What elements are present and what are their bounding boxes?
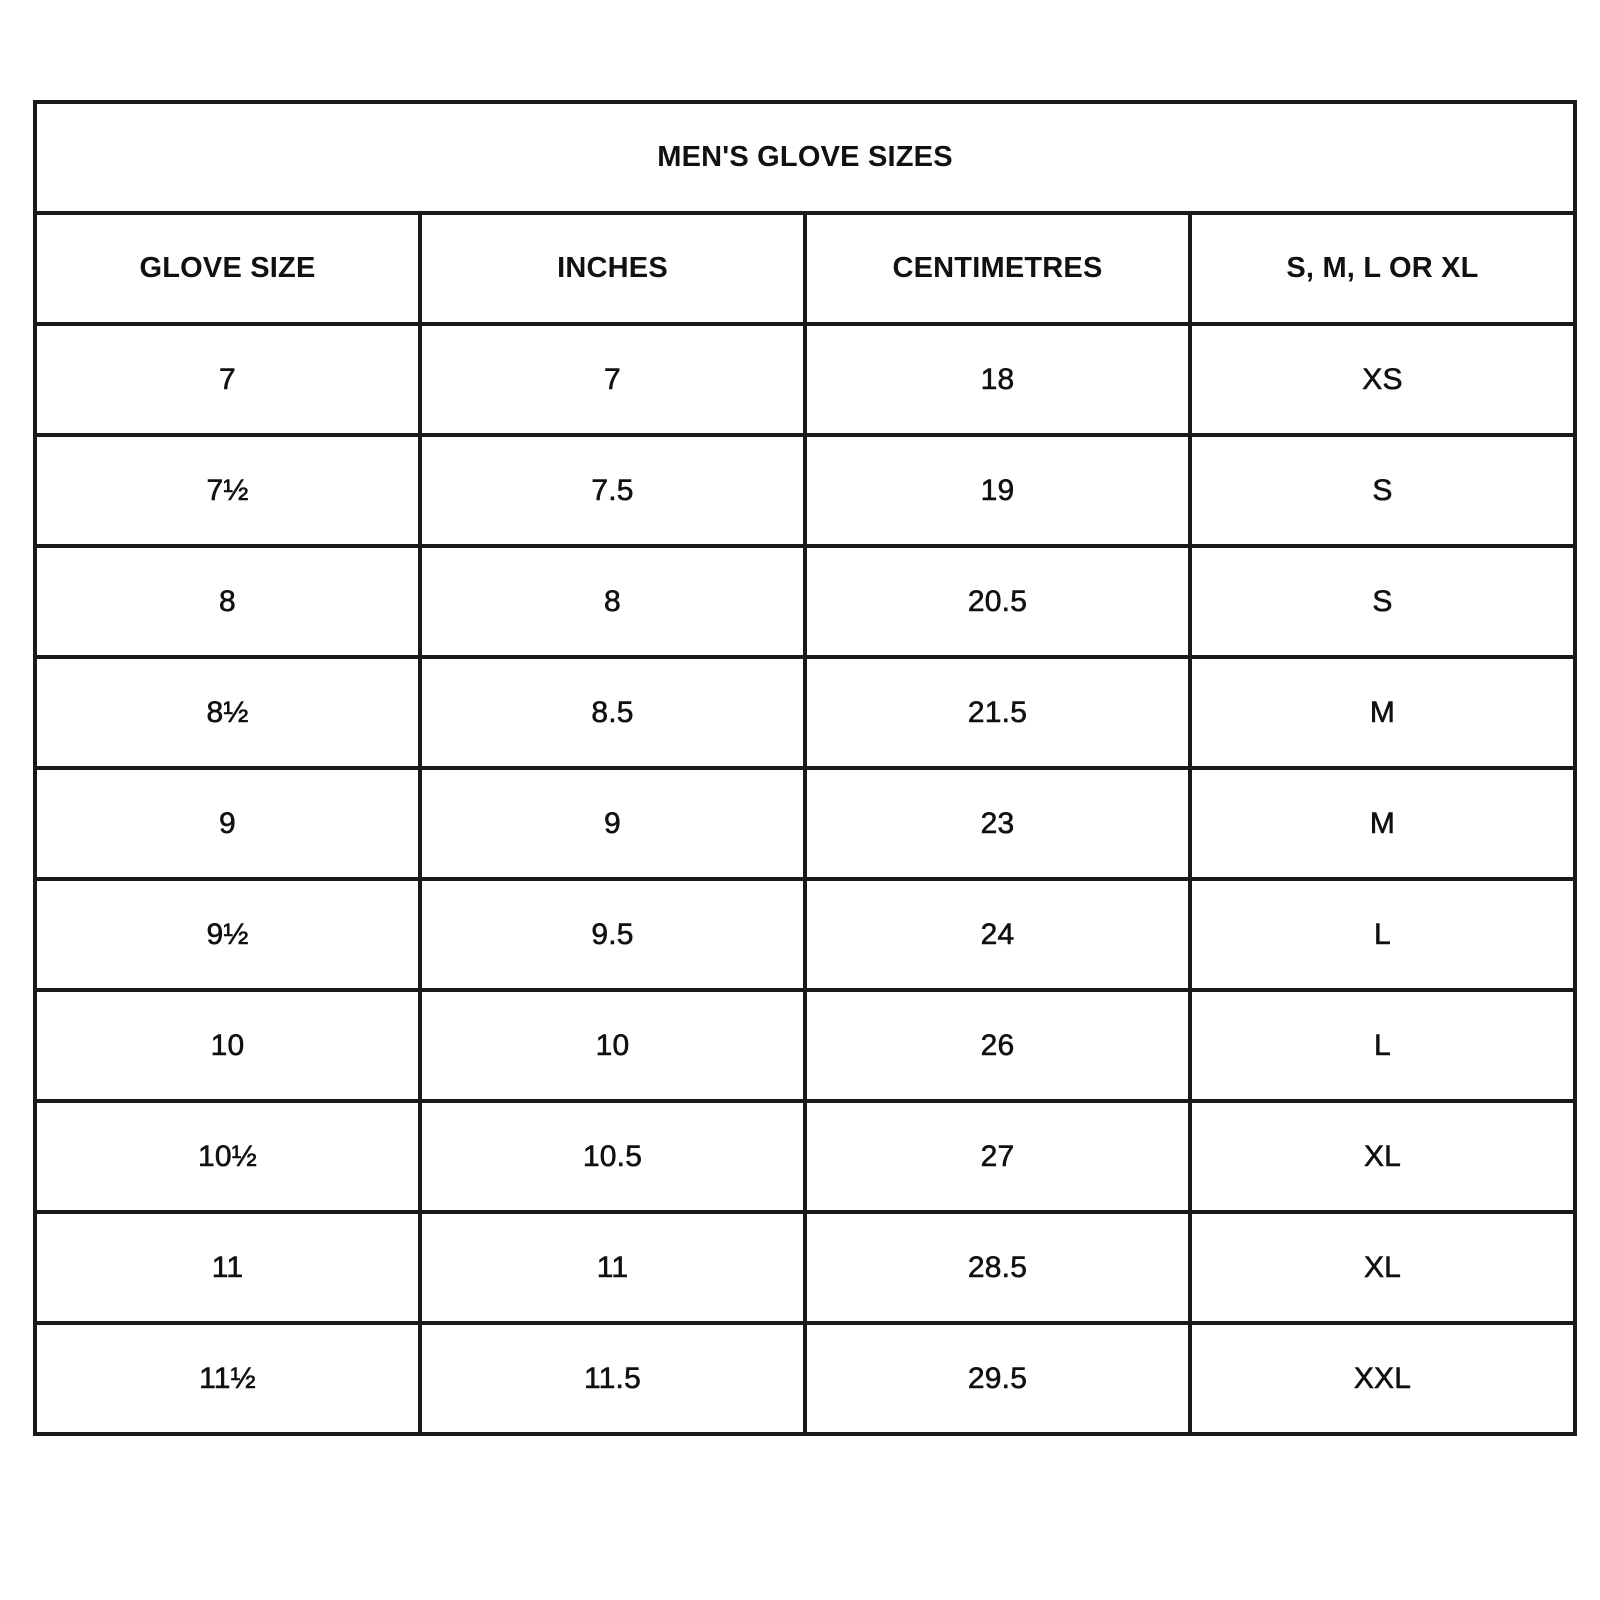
centimetres-cell: 28.5 <box>805 1212 1190 1323</box>
inches-cell: 7.5 <box>420 435 805 546</box>
inches-cell: 9 <box>420 768 805 879</box>
inches-cell: 11 <box>420 1212 805 1323</box>
inches-cell: 10.5 <box>420 1101 805 1212</box>
inches-cell: 11.5 <box>420 1323 805 1434</box>
glove-size-cell: 8½ <box>35 657 420 768</box>
table-head <box>35 102 1575 324</box>
glove-size-cell: 11½ <box>35 1323 420 1434</box>
table-row <box>35 324 1575 435</box>
glove-size-cell: 11 <box>35 1212 420 1323</box>
inches-cell: 10 <box>420 990 805 1101</box>
header-row <box>35 213 1575 324</box>
centimetres-cell: 26 <box>805 990 1190 1101</box>
glove-size-cell: 10 <box>35 990 420 1101</box>
inches-cell: 8.5 <box>420 657 805 768</box>
letter-size-cell: L <box>1190 990 1575 1101</box>
column-header-letter-size: S, M, L OR XL <box>1190 213 1575 324</box>
letter-size-cell: XXL <box>1190 1323 1575 1434</box>
glove-size-cell: 9½ <box>35 879 420 990</box>
letter-size-cell: XS <box>1190 324 1575 435</box>
inches-cell: 9.5 <box>420 879 805 990</box>
table-row <box>35 546 1575 657</box>
centimetres-cell: 19 <box>805 435 1190 546</box>
glove-size-cell: 8 <box>35 546 420 657</box>
centimetres-cell: 24 <box>805 879 1190 990</box>
table-row <box>35 879 1575 990</box>
table-title: MEN'S GLOVE SIZES <box>35 102 1575 213</box>
inches-cell: 8 <box>420 546 805 657</box>
column-header-centimetres: CENTIMETRES <box>805 213 1190 324</box>
letter-size-cell: XL <box>1190 1212 1575 1323</box>
glove-size-cell: 7½ <box>35 435 420 546</box>
glove-size-cell: 10½ <box>35 1101 420 1212</box>
centimetres-cell: 18 <box>805 324 1190 435</box>
table-body <box>35 324 1575 1434</box>
inches-cell: 7 <box>420 324 805 435</box>
centimetres-cell: 20.5 <box>805 546 1190 657</box>
letter-size-cell: M <box>1190 768 1575 879</box>
table-row <box>35 990 1575 1101</box>
centimetres-cell: 29.5 <box>805 1323 1190 1434</box>
table-row <box>35 657 1575 768</box>
glove-size-cell: 7 <box>35 324 420 435</box>
centimetres-cell: 23 <box>805 768 1190 879</box>
letter-size-cell: XL <box>1190 1101 1575 1212</box>
centimetres-cell: 27 <box>805 1101 1190 1212</box>
letter-size-cell: M <box>1190 657 1575 768</box>
table-row <box>35 1323 1575 1434</box>
glove-size-table <box>33 100 1577 1436</box>
letter-size-cell: L <box>1190 879 1575 990</box>
letter-size-cell: S <box>1190 546 1575 657</box>
table-row <box>35 1212 1575 1323</box>
letter-size-cell: S <box>1190 435 1575 546</box>
column-header-glove-size: GLOVE SIZE <box>35 213 420 324</box>
glove-size-cell: 9 <box>35 768 420 879</box>
title-row <box>35 102 1575 213</box>
table-row <box>35 768 1575 879</box>
centimetres-cell: 21.5 <box>805 657 1190 768</box>
column-header-inches: INCHES <box>420 213 805 324</box>
table-row <box>35 435 1575 546</box>
table-row <box>35 1101 1575 1212</box>
